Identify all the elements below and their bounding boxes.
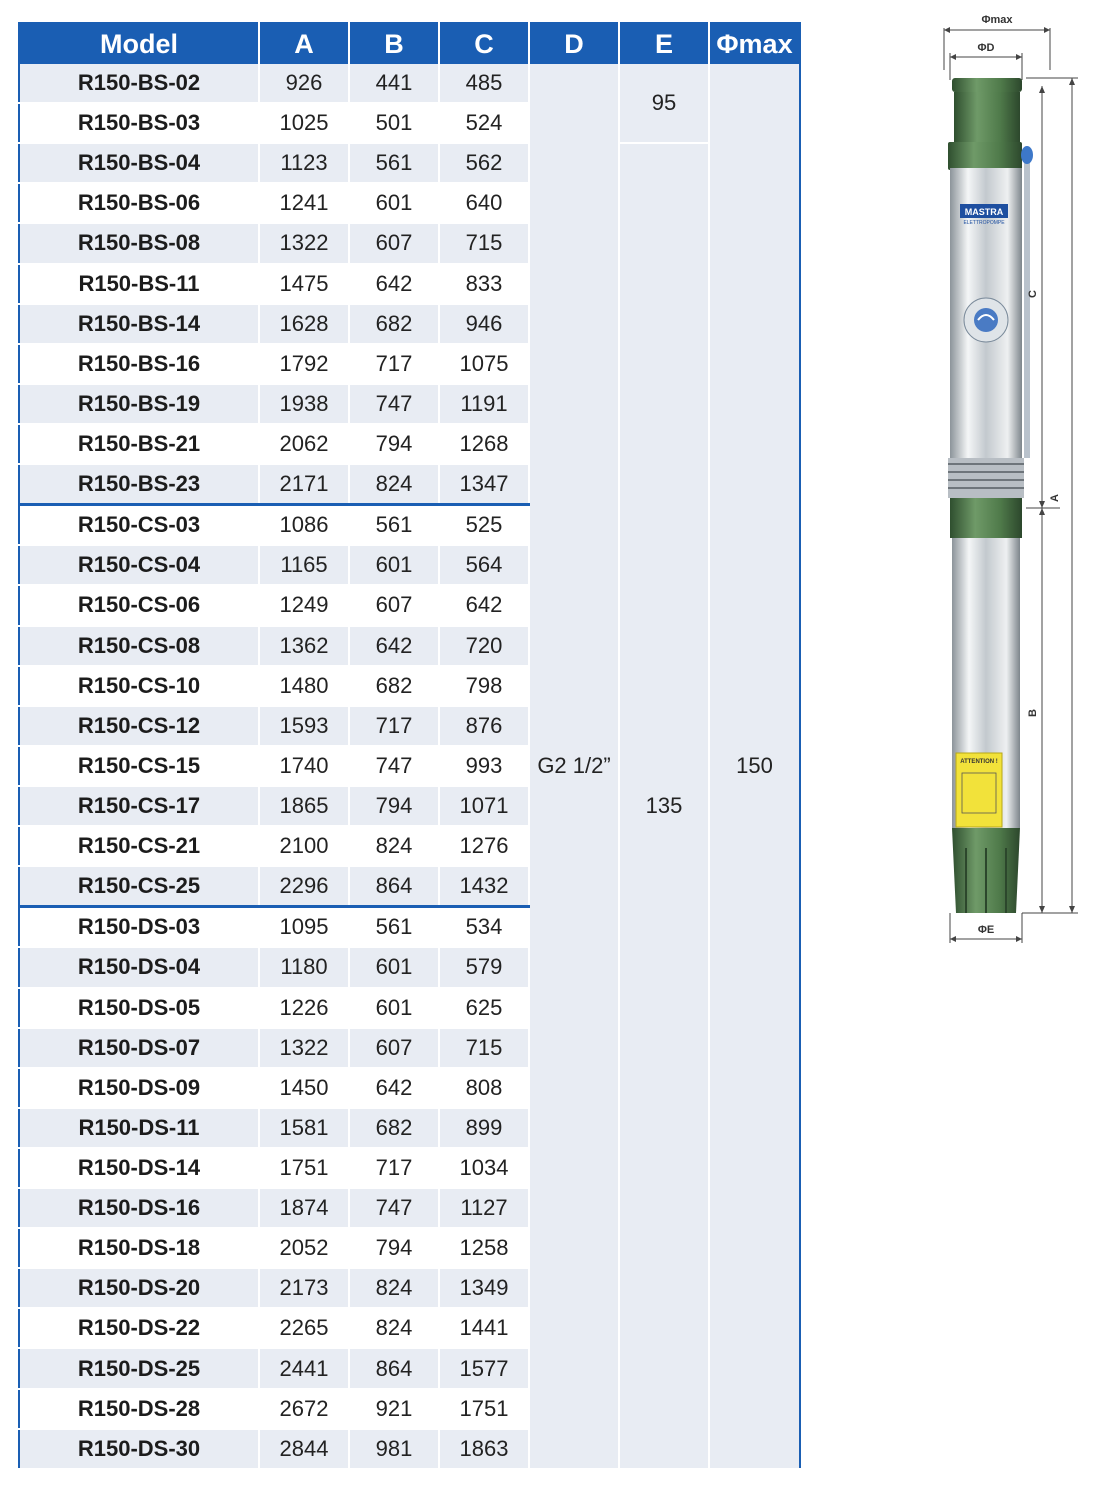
brand-label: MASTRA xyxy=(964,207,1004,217)
a-cell: 1165 xyxy=(259,545,349,585)
dimension-a xyxy=(1022,78,1078,913)
model-cell: R150-DS-05 xyxy=(19,988,259,1028)
b-cell: 501 xyxy=(349,103,439,143)
a-cell: 2062 xyxy=(259,424,349,464)
b-cell: 601 xyxy=(349,545,439,585)
c-cell: 1751 xyxy=(439,1389,529,1429)
a-cell: 2100 xyxy=(259,826,349,866)
phie-label: ΦE xyxy=(977,924,995,936)
model-cell: R150-CS-17 xyxy=(19,786,259,826)
a-label: A xyxy=(1049,494,1061,502)
c-cell: 808 xyxy=(439,1068,529,1108)
model-cell: R150-DS-22 xyxy=(19,1308,259,1348)
c-cell: 993 xyxy=(439,746,529,786)
header-cell: E xyxy=(619,23,709,64)
model-cell: R150-BS-06 xyxy=(19,183,259,223)
b-cell: 981 xyxy=(349,1429,439,1469)
a-cell: 1086 xyxy=(259,505,349,546)
a-cell: 2052 xyxy=(259,1228,349,1268)
model-cell: R150-DS-18 xyxy=(19,1228,259,1268)
model-cell: R150-BS-03 xyxy=(19,103,259,143)
model-cell: R150-DS-07 xyxy=(19,1028,259,1068)
model-cell: R150-CS-21 xyxy=(19,826,259,866)
b-cell: 601 xyxy=(349,183,439,223)
header-cell: Φmax xyxy=(709,23,800,64)
model-cell: R150-BS-11 xyxy=(19,264,259,304)
c-cell: 525 xyxy=(439,505,529,546)
c-cell: 1258 xyxy=(439,1228,529,1268)
dimension-b xyxy=(1027,508,1045,913)
b-cell: 607 xyxy=(349,585,439,625)
b-cell: 824 xyxy=(349,1308,439,1348)
c-cell: 1034 xyxy=(439,1148,529,1188)
phid-label: ΦD xyxy=(977,42,995,54)
a-cell: 2171 xyxy=(259,464,349,505)
b-cell: 561 xyxy=(349,907,439,948)
model-cell: R150-BS-08 xyxy=(19,223,259,263)
a-cell: 1874 xyxy=(259,1188,349,1228)
c-cell: 642 xyxy=(439,585,529,625)
a-cell: 1249 xyxy=(259,585,349,625)
a-cell: 1792 xyxy=(259,344,349,384)
model-cell: R150-DS-11 xyxy=(19,1108,259,1148)
c-cell: 625 xyxy=(439,988,529,1028)
table-row xyxy=(19,64,800,103)
model-cell: R150-DS-09 xyxy=(19,1068,259,1108)
model-cell: R150-BS-19 xyxy=(19,384,259,424)
table-body xyxy=(19,64,800,1469)
model-cell: R150-BS-16 xyxy=(19,344,259,384)
pump-body xyxy=(948,78,1033,913)
c-cell: 524 xyxy=(439,103,529,143)
model-cell: R150-CS-04 xyxy=(19,545,259,585)
header-cell: D xyxy=(529,23,619,64)
c-cell: 1127 xyxy=(439,1188,529,1228)
dimension-phid xyxy=(950,42,1022,80)
a-cell: 2441 xyxy=(259,1348,349,1388)
c-label: C xyxy=(1027,290,1039,298)
c-cell: 1276 xyxy=(439,826,529,866)
b-cell: 682 xyxy=(349,666,439,706)
model-cell: R150-CS-15 xyxy=(19,746,259,786)
d-cell: G2 1/2” xyxy=(529,64,619,1469)
brand-sub-label: ELETTROPOMPE xyxy=(963,220,1005,226)
table-header-row xyxy=(19,23,800,64)
pump-drawing xyxy=(930,8,1090,958)
model-cell: R150-BS-04 xyxy=(19,143,259,183)
c-cell: 1075 xyxy=(439,344,529,384)
a-cell: 2296 xyxy=(259,866,349,907)
table-row xyxy=(19,143,800,183)
b-cell: 824 xyxy=(349,464,439,505)
c-cell: 715 xyxy=(439,1028,529,1068)
c-cell: 640 xyxy=(439,183,529,223)
c-cell: 485 xyxy=(439,64,529,103)
c-cell: 899 xyxy=(439,1108,529,1148)
model-cell: R150-BS-21 xyxy=(19,424,259,464)
c-cell: 1268 xyxy=(439,424,529,464)
b-cell: 642 xyxy=(349,626,439,666)
a-cell: 926 xyxy=(259,64,349,103)
a-cell: 1740 xyxy=(259,746,349,786)
model-cell: R150-DS-14 xyxy=(19,1148,259,1188)
c-cell: 579 xyxy=(439,947,529,987)
c-cell: 946 xyxy=(439,304,529,344)
b-cell: 717 xyxy=(349,706,439,746)
c-cell: 798 xyxy=(439,666,529,706)
b-cell: 561 xyxy=(349,143,439,183)
c-cell: 1863 xyxy=(439,1429,529,1469)
a-cell: 1751 xyxy=(259,1148,349,1188)
c-cell: 534 xyxy=(439,907,529,948)
model-cell: R150-DS-04 xyxy=(19,947,259,987)
a-cell: 1241 xyxy=(259,183,349,223)
phimax-label: Φmax xyxy=(981,14,1013,26)
c-cell: 1347 xyxy=(439,464,529,505)
b-cell: 864 xyxy=(349,866,439,907)
header-cell: B xyxy=(349,23,439,64)
model-cell: R150-BS-14 xyxy=(19,304,259,344)
b-label: B xyxy=(1027,709,1039,717)
b-cell: 717 xyxy=(349,344,439,384)
attention-sticker xyxy=(956,753,1002,827)
e-cell-rest: 135 xyxy=(619,143,709,1469)
c-cell: 562 xyxy=(439,143,529,183)
dimension-phimax xyxy=(944,14,1050,70)
c-cell: 1432 xyxy=(439,866,529,907)
c-cell: 1441 xyxy=(439,1308,529,1348)
model-cell: R150-DS-30 xyxy=(19,1429,259,1469)
model-cell: R150-CS-25 xyxy=(19,866,259,907)
header-cell: C xyxy=(439,23,529,64)
c-cell: 1191 xyxy=(439,384,529,424)
a-cell: 1180 xyxy=(259,947,349,987)
a-cell: 2265 xyxy=(259,1308,349,1348)
model-cell: R150-BS-02 xyxy=(19,64,259,103)
b-cell: 794 xyxy=(349,424,439,464)
a-cell: 1938 xyxy=(259,384,349,424)
strainer-screen xyxy=(948,458,1024,498)
b-cell: 441 xyxy=(349,64,439,103)
a-cell: 1450 xyxy=(259,1068,349,1108)
dimensions-table xyxy=(18,22,801,1470)
c-cell: 1071 xyxy=(439,786,529,826)
b-cell: 642 xyxy=(349,264,439,304)
b-cell: 561 xyxy=(349,505,439,546)
a-cell: 1362 xyxy=(259,626,349,666)
b-cell: 921 xyxy=(349,1389,439,1429)
c-cell: 1577 xyxy=(439,1348,529,1388)
b-cell: 747 xyxy=(349,1188,439,1228)
a-cell: 2672 xyxy=(259,1389,349,1429)
b-cell: 642 xyxy=(349,1068,439,1108)
a-cell: 1480 xyxy=(259,666,349,706)
c-cell: 833 xyxy=(439,264,529,304)
b-cell: 794 xyxy=(349,1228,439,1268)
a-cell: 1322 xyxy=(259,223,349,263)
b-cell: 747 xyxy=(349,384,439,424)
a-cell: 1475 xyxy=(259,264,349,304)
a-cell: 1581 xyxy=(259,1108,349,1148)
a-cell: 2844 xyxy=(259,1429,349,1469)
a-cell: 1628 xyxy=(259,304,349,344)
c-cell: 715 xyxy=(439,223,529,263)
c-cell: 564 xyxy=(439,545,529,585)
b-cell: 824 xyxy=(349,826,439,866)
a-cell: 1865 xyxy=(259,786,349,826)
c-cell: 720 xyxy=(439,626,529,666)
a-cell: 2173 xyxy=(259,1268,349,1308)
b-cell: 864 xyxy=(349,1348,439,1388)
b-cell: 601 xyxy=(349,947,439,987)
header-cell: A xyxy=(259,23,349,64)
phimax-cell: 150 xyxy=(709,64,800,1469)
attention-label: ATTENTION ! xyxy=(960,759,998,765)
model-cell: R150-BS-23 xyxy=(19,464,259,505)
model-cell: R150-CS-03 xyxy=(19,505,259,546)
model-cell: R150-CS-10 xyxy=(19,666,259,706)
c-cell: 876 xyxy=(439,706,529,746)
model-cell: R150-DS-28 xyxy=(19,1389,259,1429)
a-cell: 1123 xyxy=(259,143,349,183)
a-cell: 1025 xyxy=(259,103,349,143)
e-cell-first: 95 xyxy=(619,64,709,143)
model-cell: R150-DS-03 xyxy=(19,907,259,948)
model-cell: R150-CS-06 xyxy=(19,585,259,625)
b-cell: 824 xyxy=(349,1268,439,1308)
model-cell: R150-DS-16 xyxy=(19,1188,259,1228)
b-cell: 607 xyxy=(349,1028,439,1068)
model-cell: R150-DS-20 xyxy=(19,1268,259,1308)
b-cell: 682 xyxy=(349,1108,439,1148)
dimension-phie xyxy=(950,913,1022,943)
a-cell: 1095 xyxy=(259,907,349,948)
b-cell: 717 xyxy=(349,1148,439,1188)
model-cell: R150-DS-25 xyxy=(19,1348,259,1388)
a-cell: 1593 xyxy=(259,706,349,746)
b-cell: 682 xyxy=(349,304,439,344)
b-cell: 607 xyxy=(349,223,439,263)
b-cell: 794 xyxy=(349,786,439,826)
a-cell: 1226 xyxy=(259,988,349,1028)
model-cell: R150-CS-12 xyxy=(19,706,259,746)
c-cell: 1349 xyxy=(439,1268,529,1308)
model-cell: R150-CS-08 xyxy=(19,626,259,666)
b-cell: 601 xyxy=(349,988,439,1028)
a-cell: 1322 xyxy=(259,1028,349,1068)
header-cell: Model xyxy=(19,23,259,64)
b-cell: 747 xyxy=(349,746,439,786)
